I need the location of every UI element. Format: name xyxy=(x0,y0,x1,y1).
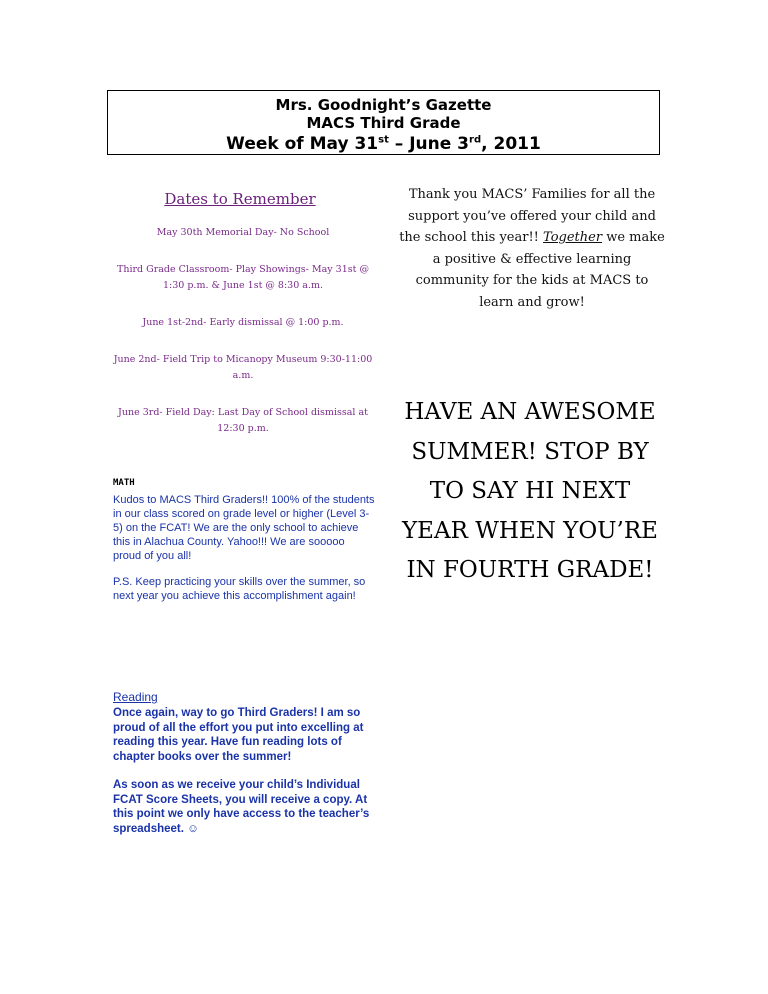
reading-paragraph: Once again, way to go Third Graders! I am so proud of all the effort you put into excelling at reading this year. Have fun reading lots of chapter books over the summer! xyxy=(113,707,364,763)
math-heading: MATH xyxy=(113,478,135,488)
week-end-suffix: rd xyxy=(469,134,482,146)
reading-section xyxy=(113,706,373,850)
newsletter-week xyxy=(108,133,659,155)
date-item: May 30th Memorial Day- No School xyxy=(156,227,330,238)
newsletter-title: Mrs. Goodnight’s Gazette xyxy=(275,96,492,114)
week-year: , 2011 xyxy=(481,134,541,154)
math-ps: P.S. Keep practicing your skills over the summer, so next year you achieve this accomplishment again! xyxy=(113,576,366,602)
dates-list xyxy=(112,225,374,458)
week-start: Week of May 31 xyxy=(226,134,379,154)
date-item: June 1st-2nd- Early dismissal @ 1:00 p.m. xyxy=(142,317,344,328)
newsletter-header xyxy=(107,90,660,155)
reading-heading: Reading xyxy=(113,690,158,704)
math-paragraph: Kudos to MACS Third Graders!! 100% of the students in our class scored on grade level or higher (Level 3-5) on the FCAT! We are the only school to achieve this in Alachua County. Yahoo!!! We are sooooo proud of you all! xyxy=(113,494,375,562)
dates-heading: Dates to Remember xyxy=(164,190,316,208)
math-section xyxy=(113,493,375,615)
thanks-emphasis: Together xyxy=(543,230,603,245)
date-item: Third Grade Classroom- Play Showings- May 31st @ 1:30 p.m. & June 1st @ 8:30 a.m. xyxy=(117,264,369,291)
date-item: June 3rd- Field Day: Last Day of School dismissal at 12:30 p.m. xyxy=(118,407,368,434)
reading-fcat-note: As soon as we receive your child’s Individual FCAT Score Sheets, you will receive a copy. At this point we only have access to the teacher’s spreadsheet. ☺ xyxy=(113,779,370,835)
week-start-suffix: st xyxy=(378,134,389,146)
summer-message: HAVE AN AWESOME SUMMER! STOP BY TO SAY HI NEXT YEAR WHEN YOU’RE IN FOURTH GRADE! xyxy=(402,399,658,583)
thanks-text-end: we make a positive & effective learning community for the kids at MACS to learn and grow! xyxy=(415,230,665,310)
date-item: June 2nd- Field Trip to Micanopy Museum 9:30-11:00 a.m. xyxy=(113,354,373,381)
thanks-text-start: Thank you MACS’ Families for all the support you’ve offered your child and the school this year!! xyxy=(399,187,656,245)
week-dash: – June 3 xyxy=(388,134,470,154)
newsletter-subtitle: MACS Third Grade xyxy=(306,114,461,132)
thank-you-note xyxy=(398,184,666,313)
